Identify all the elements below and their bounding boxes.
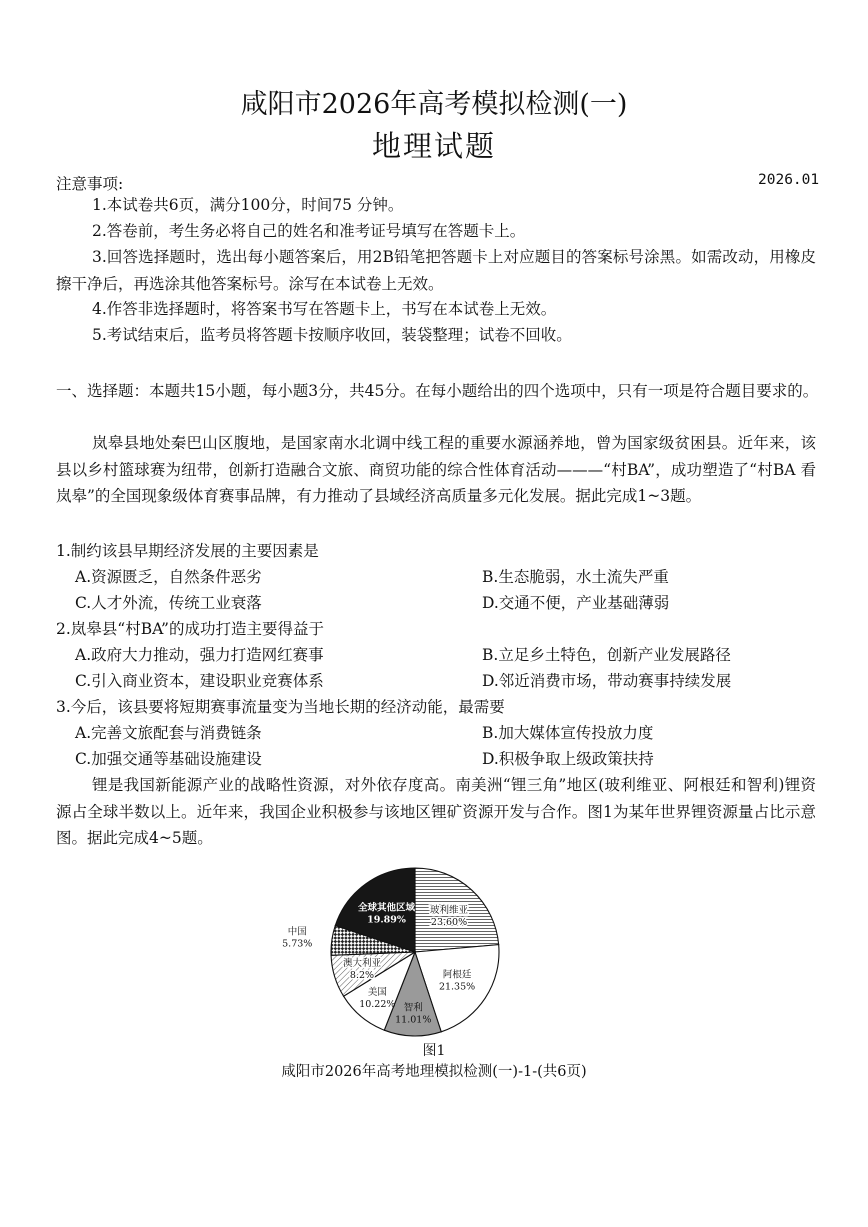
q3-option-d: D.积极争取上级政策扶持	[482, 750, 654, 768]
question-3-stem: 3.今后，该县要将短期赛事流量变为当地长期的经济动能，最需要	[56, 698, 505, 716]
pie-label-3: 美国	[367, 987, 387, 999]
pie-label-6: 全球其他区域	[357, 902, 416, 914]
pie-label-5: 中国	[287, 926, 307, 938]
pie-value-6: 19.89%	[367, 914, 406, 926]
notice-2: 2.答卷前，考生务必将自己的姓名和准考证号填写在答题卡上。	[92, 222, 526, 240]
question-2-stem: 2.岚皋县“村BA”的成功打造主要得益于	[56, 620, 324, 638]
pie-value-0: 23.60%	[430, 916, 468, 928]
q1-option-d: D.交通不便，产业基础薄弱	[482, 594, 670, 612]
pie-value-3: 10.22%	[359, 999, 396, 1011]
q3-option-b: B.加大媒体宣传投放力度	[482, 724, 654, 742]
pie-value-1: 21.35%	[438, 981, 476, 993]
q2-option-b: B.立足乡土特色，创新产业发展路径	[482, 646, 731, 664]
q2-option-c: C.引入商业资本，建设职业竞赛体系	[75, 672, 324, 690]
lithium-pie-chart	[282, 862, 530, 1042]
exam-date: 2026.01	[758, 172, 820, 188]
notice-label: 注意事项:	[56, 175, 124, 193]
figure-caption: 图1	[422, 1043, 446, 1059]
q3-option-a: A.完善文旅配套与消费链条	[75, 724, 262, 742]
q1-option-b: B.生态脆弱，水土流失严重	[482, 568, 669, 586]
q1-option-c: C.人才外流，传统工业衰落	[75, 594, 262, 612]
pie-label-0: 玻利维亚	[430, 904, 469, 916]
pie-value-4: 8.2%	[349, 970, 375, 982]
pie-label-4: 澳大利亚	[342, 958, 381, 970]
pie-label-1: 阿根廷	[442, 969, 472, 981]
q3-option-c: C.加强交通等基础设施建设	[75, 750, 262, 768]
q2-option-a: A.政府大力推动，强力打造网红赛事	[75, 646, 324, 664]
passage-2: 锂是我国新能源产业的战略性资源，对外依存度高。南美洲“锂三角”地区(玻利维亚、阿根廷和智利)锂资源占全球半数以上。近年来，我国企业积极参与该地区锂矿资源开发与合作。图1为某年世界锂资源量占比示意图。据此完成4~5题。	[56, 776, 816, 847]
notice-3: 3.回答选择题时，选出每小题答案后，用2B铅笔把答题卡上对应题目的答案标号涂黑。如需改动，用橡皮擦干净后，再选涂其他答案标号。涂写在本试卷上无效。	[56, 248, 816, 293]
pie-value-5: 5.73%	[282, 938, 313, 950]
passage-1: 岚皋县地处秦巴山区腹地，是国家南水北调中线工程的重要水源涵养地，曾为国家级贫困县。近年来，该县以乡村篮球赛为纽带，创新打造融合文旅、商贸功能的综合性体育活动———“村BA”，成功塑造了“村BA 看岚皋”的全国现象级体育赛事品牌，有力推动了县域经济高质量多元化发展。据此完成1~3题。	[56, 434, 816, 505]
exam-subject: 地理试题	[371, 129, 496, 163]
notice-4: 4.作答非选择题时，将答案书写在答题卡上，书写在本试卷上无效。	[92, 300, 557, 318]
q2-option-d: D.邻近消费市场，带动赛事持续发展	[482, 672, 732, 690]
question-1-stem: 1.制约该县早期经济发展的主要因素是	[56, 542, 319, 560]
q1-option-a: A.资源匮乏，自然条件恶劣	[75, 568, 262, 586]
pie-label-2: 智利	[403, 1002, 423, 1014]
notice-5: 5.考试结束后，监考员将答题卡按顺序收回，装袋整理；试卷不回收。	[92, 326, 572, 344]
notice-1: 1.本试卷共6页，满分100分，时间75 分钟。	[92, 196, 404, 214]
section-heading: 一、选择题：本题共15小题，每小题3分，共45分。在每小题给出的四个选项中，只有一项是符合题目要求的。	[56, 382, 819, 400]
exam-title: 咸阳市2026年高考模拟检测(一)	[240, 89, 628, 120]
page-footer: 咸阳市2026年高考地理模拟检测(一)-1-(共6页)	[281, 1064, 587, 1080]
pie-value-2: 11.01%	[395, 1014, 432, 1026]
